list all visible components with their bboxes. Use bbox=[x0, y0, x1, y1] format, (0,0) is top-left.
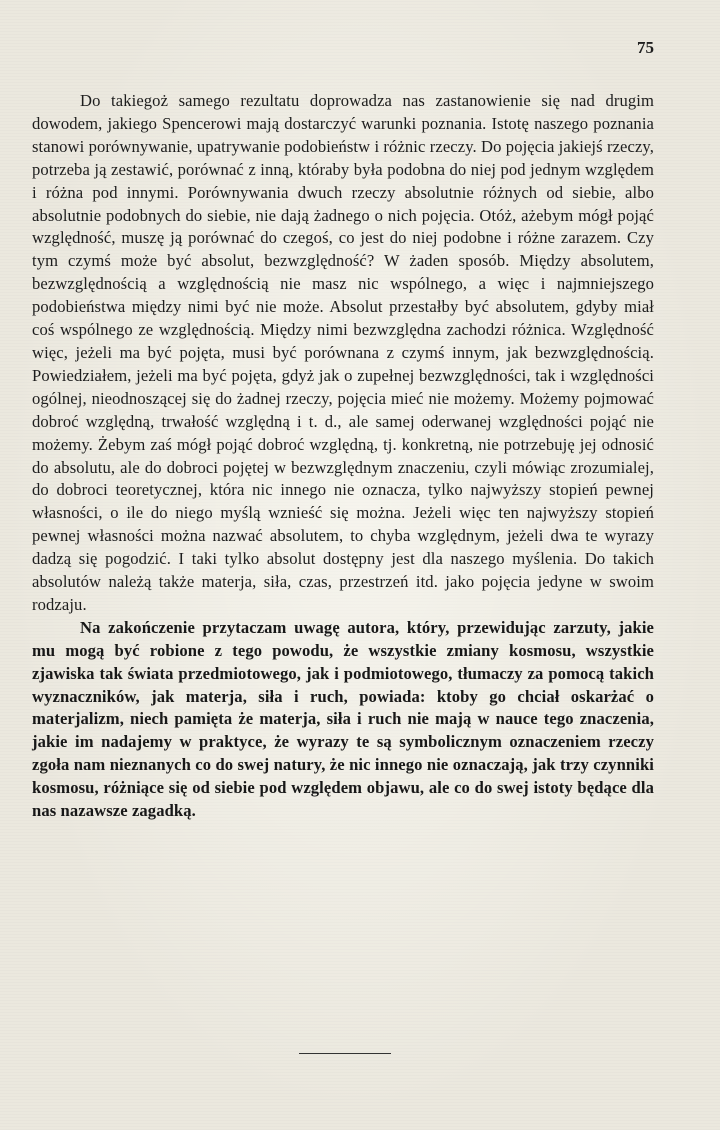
closing-rule bbox=[299, 1053, 391, 1054]
paragraph-1: Do takiegoż samego rezultatu doprowadza nas zastanowienie się nad drugim dowodem, jakiego Spencerowi mają dostarczyć warunki poznania. Istotę naszego poznania stanowi porównywanie, upatrywanie podobieństw i różnic rzeczy. Do pojęcia jakiejś rzeczy, potrzeba ją zestawić, porównać z inną, któraby była podobna do niej pod jednym względem i różna pod innymi. Porównywania dwuch rzeczy absolutnie różnych od siebie, albo absolutnie podobnych do siebie, nie dają żadnego o nich pojęcia. Otóż, ażebym mógł pojąć względność, muszę ją porównać do czegoś, co jest do niej podobne i różne zarazem. Czy tym czymś może być absolut, bezwzględność? W żaden sposób. Między absolutem, bezwzględnością a względnością nie masz nic wspólnego, a więc i najmniejszego podobieństwa między nimi być nie może. Absolut przestałby być absolutem, gdyby miał coś wspólnego ze względnością. Między nimi bezwzględna zachodzi różnica. Względność więc, jeżeli ma być pojęta, musi być porównana z czymś innym, jak bezwzględnością. Powiedziałem, jeżeli ma być pojęta, gdyż jak o zupełnej bezwzględności, tak i względności ogólnej, nieodnoszącej się do żadnej rzeczy, pojęcia mieć nie możemy. Możemy pojmować dobroć względną, trwałość względną i t. d., ale samej oderwanej względności pojąć nie możemy. Żebym zaś mógł pojąć dobroć względną, tj. konkretną, nie potrzebuję jej odnosić do absolutu, ale do dobroci pojętej w bezwzględnym znaczeniu, czyli mówiąc zrozumialej, do dobroci teoretycznej, która nic innego nie oznacza, tylko najwyższy stopień pewnej własności, o ile do niego myślą wznieść się można. Jeżeli więc ten najwyższy stopień pewnej własności można nazwać absolutem, to chyba względnym, jeżeli dwa te wyrazy dadzą się pogodzić. I taki tylko absolut dostępny jest dla naszego myślenia. Do takich absolutów należą także materja, siła, czas, przestrzeń itd. jako pojęcia jedyne w swoim rodzaju. bbox=[32, 91, 654, 614]
paragraph-2: Na zakończenie przytaczam uwagę autora, który, przewidując zarzuty, jakie mu mogą być robione z tego powodu, że wszystkie zmiany kosmosu, wszystkie zjawiska tak świata przedmiotowego, jak i podmiotowego, tłumaczy za pomocą takich wyznaczników, jak materja, siła i ruch, powiada: ktoby go chciał oskarżać o materjalizm, niech pamięta że materja, siła i ruch nie mają w nauce tego znaczenia, jakie im nadajemy w praktyce, że wyrazy te są symbolicznym oznaczeniem rzeczy zgoła nam nieznanych co do swej natury, że nic innego nie oznaczają, jak trzy czynniki kosmosu, różniące się od siebie pod względem objawu, ale co do swej istoty będące dla nas nazawsze zagadką. bbox=[32, 617, 654, 821]
page-number: 75 bbox=[637, 38, 654, 57]
body-text bbox=[32, 90, 654, 823]
